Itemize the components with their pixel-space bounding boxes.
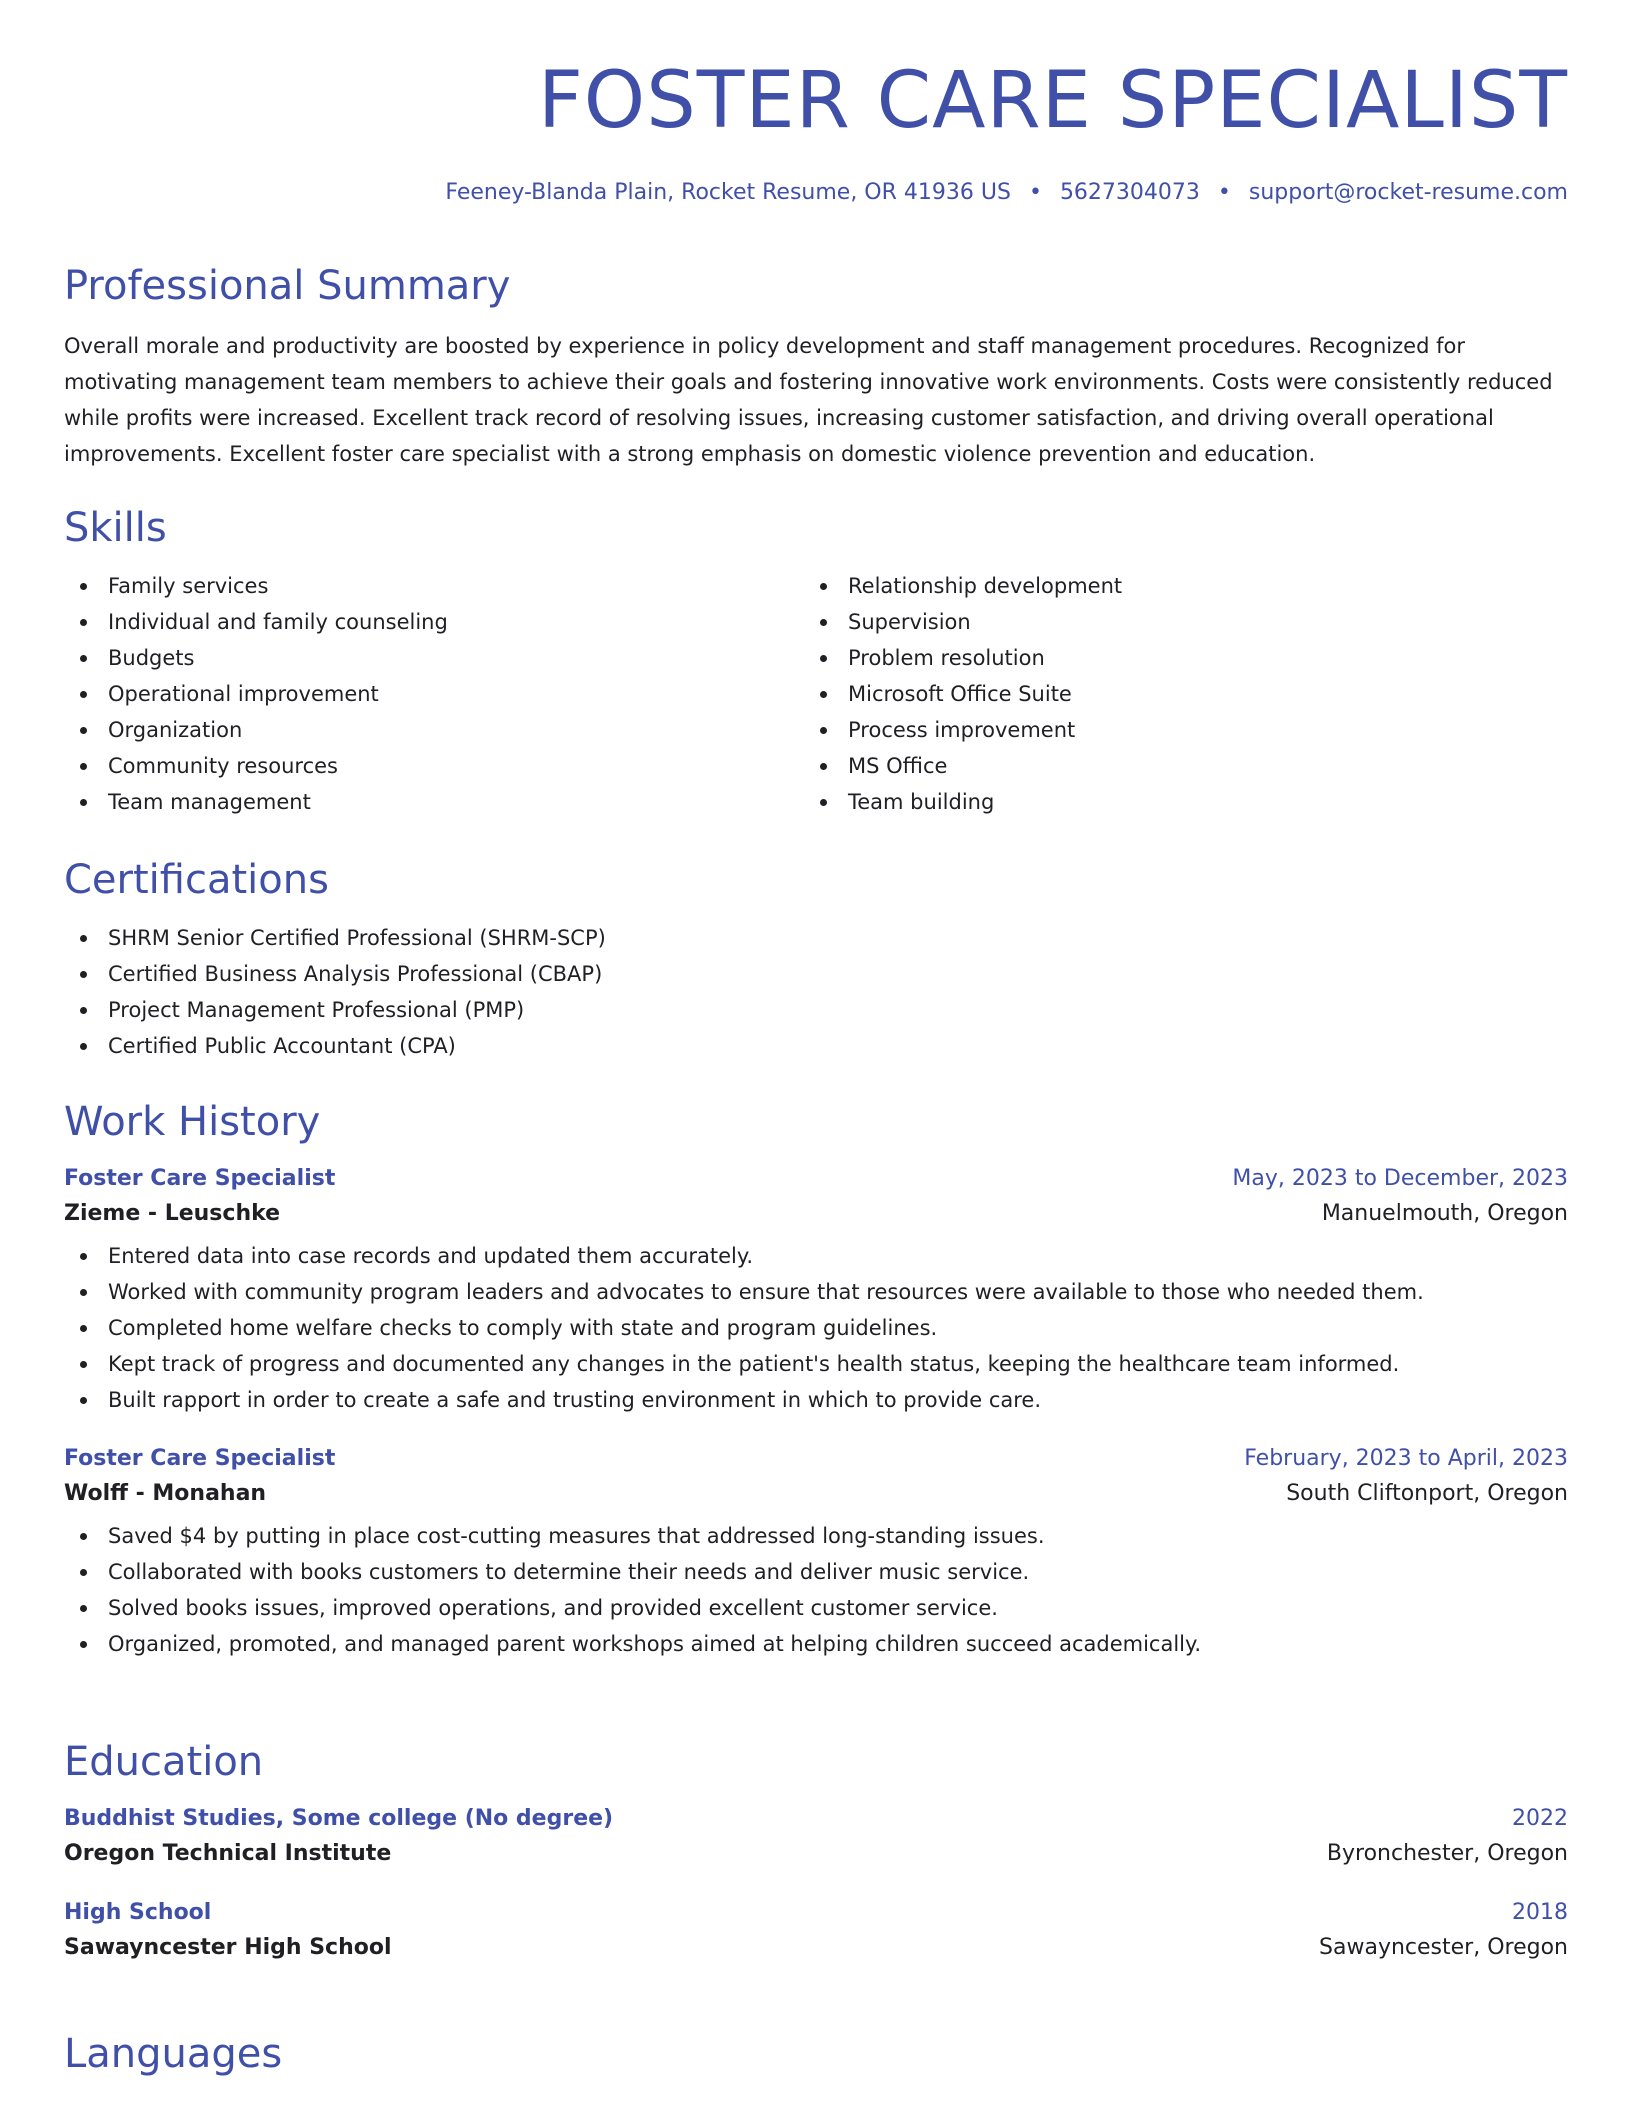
education-year: 2018: [1512, 1900, 1568, 1925]
job-bullet: Worked with community program leaders and advocates to ensure that resources were available to those who needed them.: [64, 1274, 1568, 1310]
skill-item: Family services: [64, 568, 804, 604]
contact-email: support@rocket-resume.com: [1248, 180, 1568, 205]
education-location: Byronchester, Oregon: [1326, 1841, 1568, 1866]
job-location: Manuelmouth, Oregon: [1321, 1201, 1568, 1226]
skill-item: Community resources: [64, 748, 804, 784]
skill-item: Supervision: [804, 604, 1544, 640]
job-company: Wolff - Monahan: [64, 1481, 267, 1506]
skill-item: Microsoft Office Suite: [804, 676, 1544, 712]
job-bullet: Entered data into case records and updated them accurately.: [64, 1238, 1568, 1274]
certification-item: Project Management Professional (PMP): [64, 992, 1568, 1028]
education-year: 2022: [1512, 1806, 1568, 1831]
job-title: Foster Care Specialist: [64, 1446, 336, 1471]
job-entry: [64, 1166, 1568, 1418]
job-bullet: Built rapport in order to create a safe and trusting environment in which to provide care.: [64, 1382, 1568, 1418]
work-history-section: [64, 1099, 1568, 1662]
languages-section: [64, 2031, 1568, 2077]
education-entry: [64, 1806, 1568, 1866]
summary-heading: Professional Summary: [64, 263, 511, 309]
job-dates: February, 2023 to April, 2023: [1244, 1446, 1568, 1471]
job-bullet: Kept track of progress and documented any changes in the patient's health status, keeping the healthcare team informed.: [64, 1346, 1568, 1382]
languages-heading: Languages: [64, 2031, 283, 2077]
education-school: Sawayncester High School: [64, 1935, 392, 1960]
job-bullets: [64, 1238, 1568, 1418]
job-bullet: Completed home welfare checks to comply with state and program guidelines.: [64, 1310, 1568, 1346]
education-entry: [64, 1900, 1568, 1960]
resume-name-title: FOSTER CARE SPECIALIST: [537, 56, 1568, 146]
skill-item: Team building: [804, 784, 1544, 820]
certifications-heading: Certifications: [64, 857, 329, 903]
skill-item: Process improvement: [804, 712, 1544, 748]
skills-column-left: [64, 568, 804, 820]
certification-item: SHRM Senior Certified Professional (SHRM-SCP): [64, 920, 1568, 956]
education-location: Sawayncester, Oregon: [1319, 1935, 1568, 1960]
education-degree: Buddhist Studies, Some college (No degree): [64, 1806, 614, 1831]
certifications-section: [64, 857, 1568, 1064]
job-entry: [64, 1446, 1568, 1662]
skills-grid: [64, 568, 1568, 820]
summary-section: [64, 263, 1568, 472]
skill-item: Budgets: [64, 640, 804, 676]
work-history-heading: Work History: [64, 1099, 321, 1145]
job-bullet: Solved books issues, improved operations, and provided excellent customer service.: [64, 1590, 1568, 1626]
contact-phone: 5627304073: [1059, 180, 1200, 205]
skill-item: Operational improvement: [64, 676, 804, 712]
contact-address: Feeney-Blanda Plain, Rocket Resume, OR 41936 US: [445, 180, 1011, 205]
contact-separator: •: [1217, 180, 1231, 205]
job-dates: May, 2023 to December, 2023: [1232, 1166, 1568, 1191]
skill-item: Relationship development: [804, 568, 1544, 604]
skill-item: Individual and family counseling: [64, 604, 804, 640]
job-bullet: Organized, promoted, and managed parent workshops aimed at helping children succeed academically.: [64, 1626, 1568, 1662]
contact-line: [64, 180, 1568, 205]
skills-heading: Skills: [64, 505, 167, 551]
job-bullet: Collaborated with books customers to determine their needs and deliver music service.: [64, 1554, 1568, 1590]
education-section: [64, 1739, 1568, 1960]
education-heading: Education: [64, 1739, 264, 1785]
skill-item: Team management: [64, 784, 804, 820]
job-bullet: Saved $4 by putting in place cost-cutting measures that addressed long-standing issues.: [64, 1518, 1568, 1554]
education-degree: High School: [64, 1900, 212, 1925]
certifications-list: [64, 920, 1568, 1064]
skills-column-right: [804, 568, 1544, 820]
skills-section: [64, 505, 1568, 820]
job-company: Zieme - Leuschke: [64, 1201, 281, 1226]
certification-item: Certified Business Analysis Professional (CBAP): [64, 956, 1568, 992]
education-school: Oregon Technical Institute: [64, 1841, 392, 1866]
skill-item: Problem resolution: [804, 640, 1544, 676]
job-title: Foster Care Specialist: [64, 1166, 336, 1191]
job-bullets: [64, 1518, 1568, 1662]
skill-item: MS Office: [804, 748, 1544, 784]
skill-item: Organization: [64, 712, 804, 748]
certification-item: Certified Public Accountant (CPA): [64, 1028, 1568, 1064]
contact-separator: •: [1028, 180, 1042, 205]
job-location: South Cliftonport, Oregon: [1286, 1481, 1568, 1506]
summary-text: Overall morale and productivity are boosted by experience in policy development and staff management procedures. Recognized for motivating management team members to achieve their goals and fostering innovative work environments. Costs were consistently reduced while profits were increased. Excellent track record of resolving issues, increasing customer satisfaction, and driving overall operational improvements. Excellent foster care specialist with a strong emphasis on domestic violence prevention and education.: [64, 334, 1553, 466]
